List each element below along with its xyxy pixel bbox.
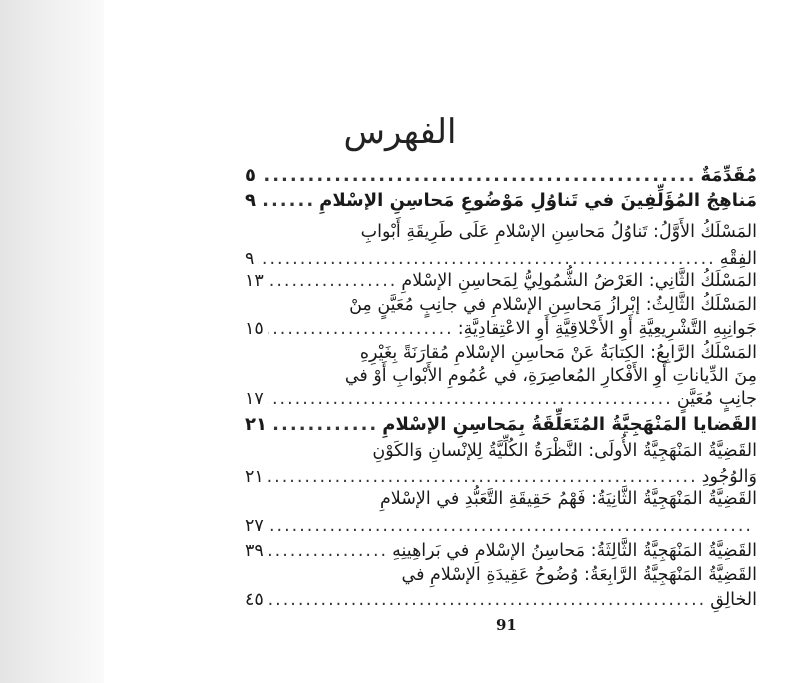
toc-entry-title: مُقَدِّمَةٌ — [700, 165, 757, 186]
toc-section-row — [245, 414, 757, 436]
toc-entry-title: مَناهِجُ المُؤَلِّفِينَ في تَناوُلِ مَوْضُوعِ مَحاسِنِ الإسْلامِ — [319, 190, 757, 211]
toc-page-number: ١٧ — [245, 389, 264, 409]
toc-entry-title: وَالوُجُودِ — [701, 467, 757, 487]
page-title: الفهرس — [343, 112, 457, 152]
toc-entry-row — [245, 294, 757, 316]
toc-page-number: ٩ — [245, 190, 256, 211]
toc-page-number: ٤٥ — [245, 590, 264, 610]
toc-entry-row — [245, 466, 757, 488]
toc-leader-dots — [271, 414, 378, 436]
toc-entry-row — [245, 342, 757, 364]
toc-leader-dots — [268, 589, 706, 611]
toc-entry-title: القَضِيَّةُ المَنْهَجِيَّةُ الثَّانِيَةُ: فَهْمُ حَقِيقَةِ التَّعَبُّدِ في الإسْلامِ — [379, 489, 757, 509]
toc-leader-dots — [260, 190, 315, 212]
toc-leader-dots — [268, 540, 388, 562]
toc-entry-row — [245, 248, 757, 270]
toc-page-number: ٩ — [245, 249, 255, 269]
toc-page-number: ٢٧ — [245, 516, 264, 536]
toc-leader-dots — [260, 165, 696, 187]
toc-entry-row — [245, 388, 757, 410]
toc-entry-title: جانِبٍ مُعَيَّنٍ — [676, 389, 757, 409]
toc-entry-row — [245, 515, 757, 537]
toc-entry-row — [245, 589, 757, 611]
page-gutter-shadow — [0, 0, 104, 683]
toc-leader-dots — [268, 515, 753, 537]
toc-leader-dots — [268, 466, 698, 488]
toc-entry-row — [245, 318, 757, 340]
toc-page-number: ٢١ — [245, 467, 264, 487]
toc-page-number: ٥ — [245, 165, 256, 186]
toc-entry-row — [245, 270, 757, 292]
toc-entry-title: القَضِيَّةُ المَنْهَجِيَّةُ الرَّابِعَةُ: وُضُوحُ عَقِيدَةِ الإسْلامِ في — [401, 565, 757, 585]
toc-entry-title: المَسْلَكُ الثَّالِثُ: إبْرازُ مَحاسِنِ الإسْلامِ في جانِبٍ مُعَيَّنٍ مِنْ — [349, 295, 757, 315]
toc-entry-title: الخالِقِ — [710, 590, 757, 610]
toc-entry-row — [245, 540, 757, 562]
toc-entry-row — [245, 440, 757, 462]
toc-entry-title: مِنَ الدِّياناتِ أَوِ الأَفْكارِ المُعاصِرَةِ، في عُمُومِ الأَبْوابِ أَوْ في — [344, 366, 757, 386]
toc-entry-title: المَسْلَكُ الثَّانِي: العَرْضُ الشُّمُولِيُّ لِمَحاسِنِ الإسْلامِ — [401, 271, 757, 291]
toc-entry-title: المَسْلَكُ الرَّابِعُ: الكِتابَةُ عَنْ مَحاسِنِ الإسْلامِ مُقارَنَةً بِغَيْرِهِ — [359, 343, 757, 363]
toc-leader-dots — [268, 270, 398, 292]
toc-page-number: ٣٩ — [245, 541, 264, 561]
toc-entry-title: جَوانِبِهِ التَّشْرِيعِيَّةِ أَوِ الأَخْلاقِيَّةِ أَوِ الاعْتِقادِيَّةِ: — [457, 319, 757, 339]
toc-leader-dots — [258, 248, 715, 270]
toc-section-row — [245, 190, 757, 212]
toc-entry-row — [245, 221, 757, 243]
toc-entry-title: المَسْلَكُ الأَوَّلُ: تَناوُلُ مَحاسِنِ الإسْلامِ عَلَى طَرِيقَةِ أَبْوابِ — [360, 222, 757, 242]
toc-leader-dots — [268, 388, 673, 410]
toc-entry-title: القَضِيَّةُ المَنْهَجِيَّةُ الثَّالِثَةُ: مَحاسِنُ الإسْلامِ في بَراهِينِهِ — [392, 541, 757, 561]
toc-entry-title: القَضِيَّةُ المَنْهَجِيَّةُ الأُولَى: النَّظْرَةُ الكُلِّيَّةُ لِلإنْسانِ وَالكَوْنِ — [372, 441, 757, 461]
page-number: 91 — [496, 616, 517, 634]
toc-entry-row — [245, 365, 757, 387]
toc-entry-row — [245, 564, 757, 586]
toc-entry-title: القَضايا المَنْهَجِيَّةُ المُتَعَلِّقَةُ بِمَحاسِنِ الإسْلامِ — [382, 414, 757, 435]
toc-page-number: ٢١ — [245, 414, 267, 435]
toc-section-row — [245, 165, 757, 187]
toc-entry-title: الفِقْهِ — [719, 249, 757, 269]
toc-entry-row — [245, 488, 757, 510]
toc-page-number: ١٣ — [245, 271, 264, 291]
toc-leader-dots — [268, 318, 454, 340]
toc-page-number: ١٥ — [245, 319, 264, 339]
